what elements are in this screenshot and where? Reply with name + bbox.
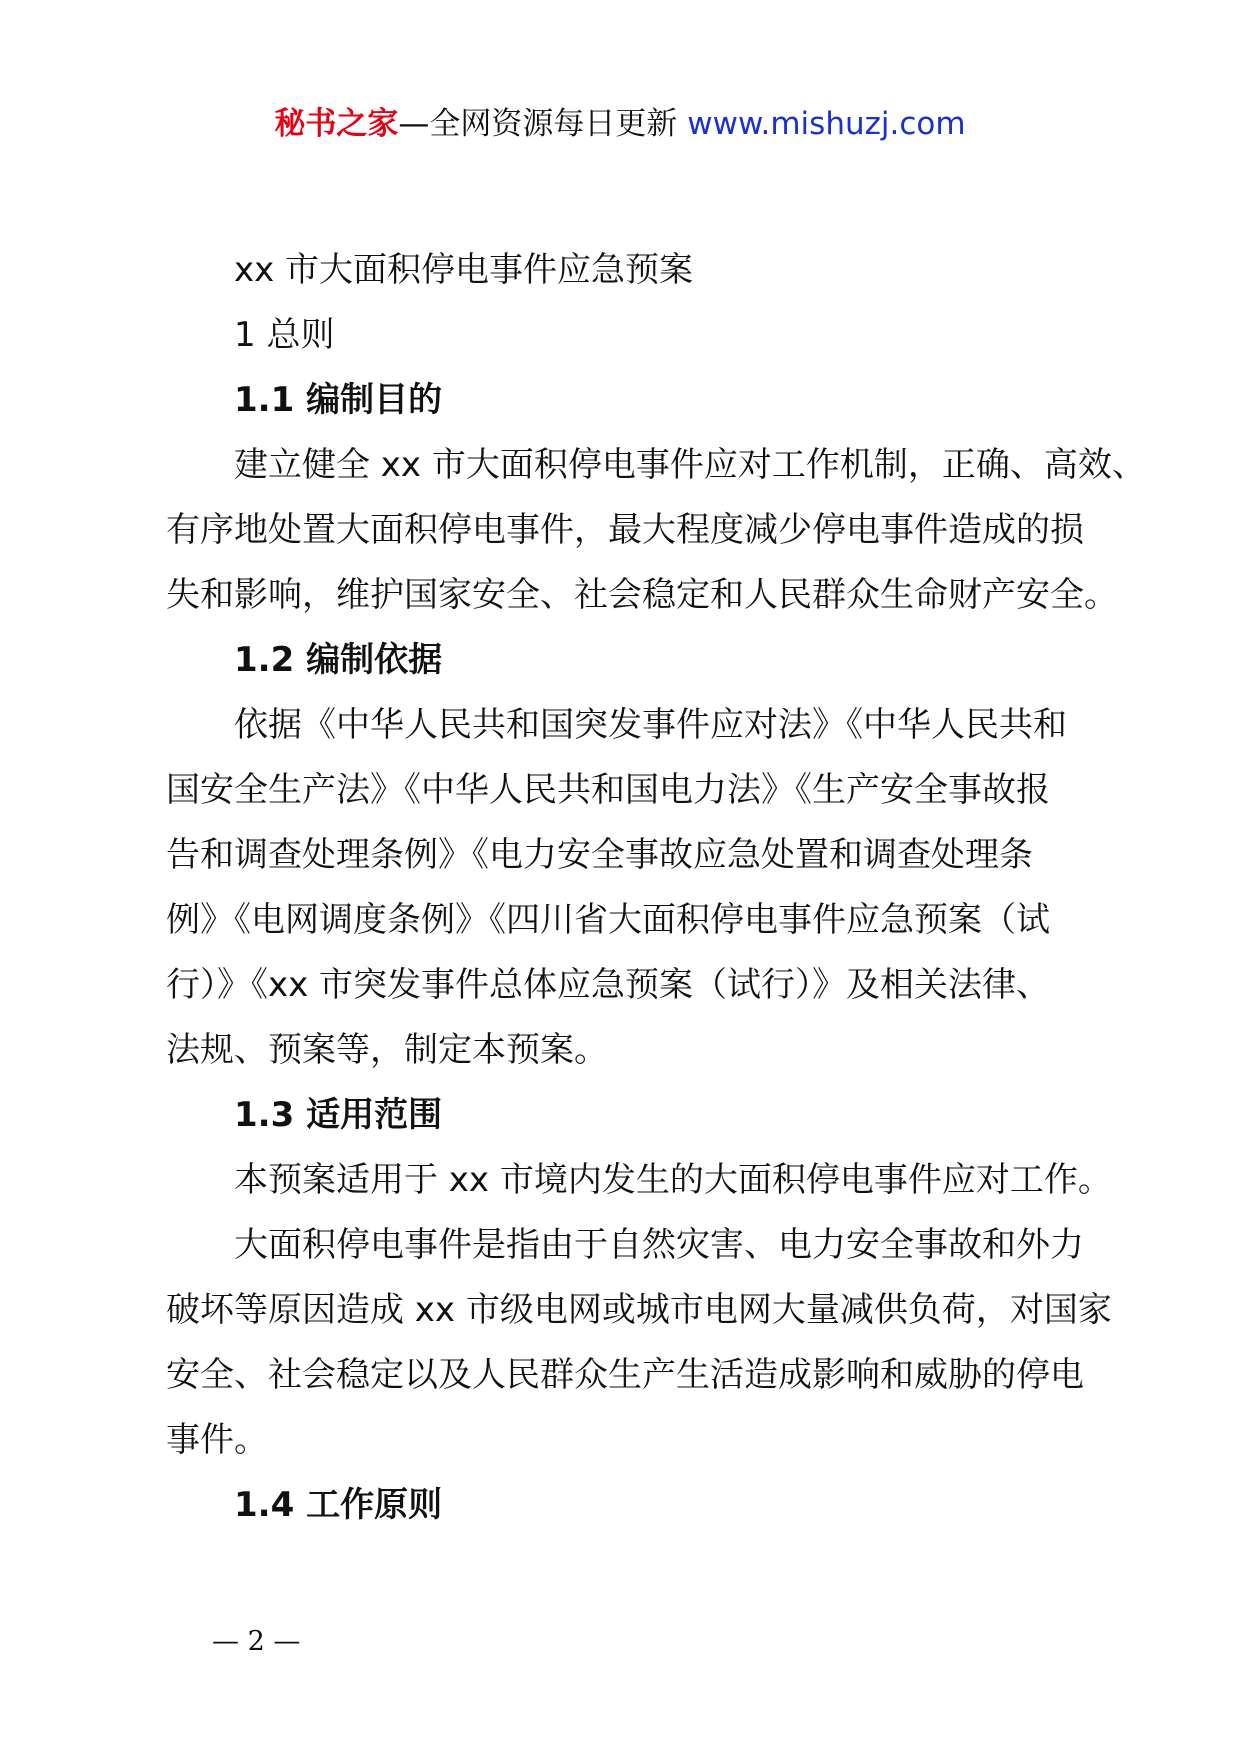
paragraph-line: 破坏等原因造成 xx 市级电网或城市电网大量减供负荷，对国家	[166, 1290, 1112, 1330]
page-number: — 2 —	[212, 1626, 301, 1657]
paragraph-line: 失和影响，维护国家安全、社会稳定和人民群众生命财产安全。	[166, 575, 1118, 615]
section-heading-1-1: 1.1 编制目的	[234, 380, 443, 420]
site-url-link[interactable]: www.mishuzj.com	[687, 106, 966, 142]
section-heading-1-3: 1.3 适用范围	[234, 1095, 443, 1135]
document-body	[166, 238, 1186, 1538]
document-title: xx 市大面积停电事件应急预案	[234, 250, 694, 290]
paragraph-line: 安全、社会稳定以及人民群众生产生活造成影响和威胁的停电	[166, 1355, 1084, 1395]
brand-name: 秘书之家	[274, 106, 399, 142]
section-heading-1-4: 1.4 工作原则	[234, 1485, 443, 1525]
paragraph-line: 告和调查处理条例》《电力安全事故应急处置和调查处理条	[166, 835, 1033, 875]
paragraph-line: 例》《电网调度条例》《四川省大面积停电事件应急预案（试	[166, 900, 1050, 940]
paragraph-line: 依据《中华人民共和国突发事件应对法》《中华人民共和	[234, 705, 1067, 745]
paragraph-line: 国安全生产法》《中华人民共和国电力法》《生产安全事故报	[166, 770, 1050, 810]
site-header	[0, 100, 1240, 148]
paragraph-line: 事件。	[166, 1420, 268, 1460]
chapter-heading: 1 总则	[234, 315, 335, 355]
section-heading-1-2: 1.2 编制依据	[234, 640, 443, 680]
paragraph-line: 法规、预案等，制定本预案。	[166, 1030, 608, 1070]
paragraph-line: 建立健全 xx 市大面积停电事件应对工作机制，正确、高效、	[234, 445, 1146, 485]
header-tagline: —全网资源每日更新	[398, 106, 688, 142]
paragraph-line: 大面积停电事件是指由于自然灾害、电力安全事故和外力	[234, 1225, 1084, 1265]
paragraph-line: 本预案适用于 xx 市境内发生的大面积停电事件应对工作。	[234, 1160, 1112, 1200]
paragraph-line: 有序地处置大面积停电事件，最大程度减少停电事件造成的损	[166, 510, 1084, 550]
paragraph-line: 行）》《xx 市突发事件总体应急预案（试行）》及相关法律、	[166, 965, 1051, 1005]
